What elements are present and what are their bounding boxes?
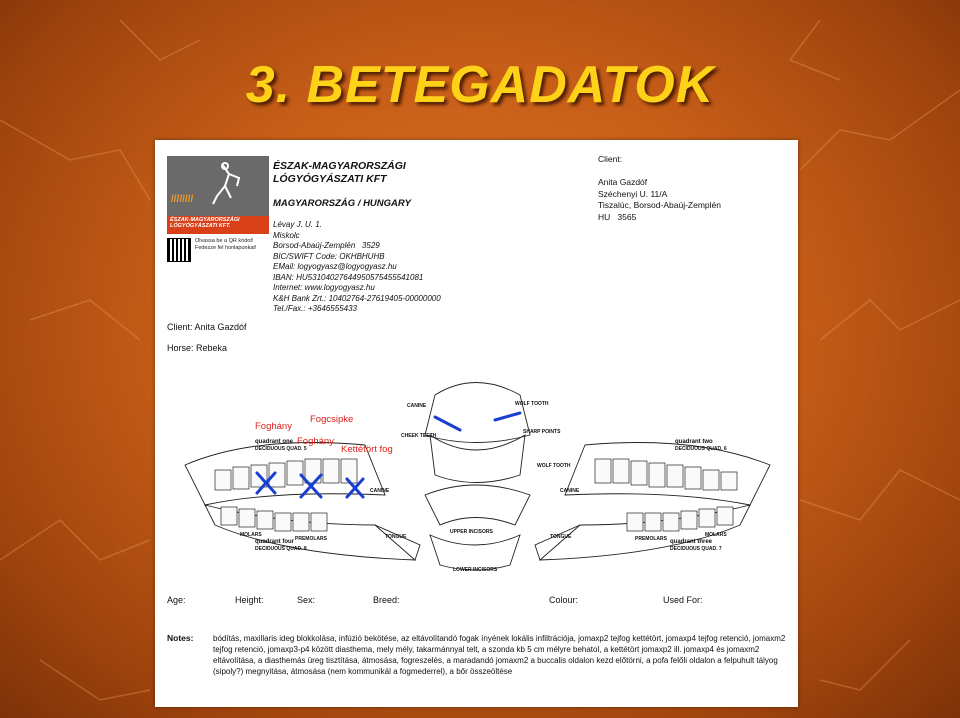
label-lower-incisors: LOWER INCISORS <box>453 567 498 573</box>
company-country: MAGYARORSZÁG / HUNGARY <box>273 198 411 209</box>
field-sex: Sex: <box>297 595 316 605</box>
field-height: Height: <box>235 595 264 605</box>
company-name <box>273 160 533 186</box>
label-quadrant-four: quadrant four <box>255 539 294 545</box>
label-canine: CANINE <box>407 403 427 409</box>
annotation-fogcsipke: Fogcsipke <box>310 414 354 425</box>
label-canine-left: CANINE <box>370 488 390 494</box>
label-cheek-teeth: CHEEK TEETH <box>401 433 437 439</box>
label-wolf-tooth-mid: WOLF TOOTH <box>537 463 571 469</box>
notes-label: Notes: <box>167 633 194 643</box>
label-quadrant-four-sub: DECIDUOUS QUAD. 8 <box>255 546 307 552</box>
patient-record-document <box>155 140 798 707</box>
company-address: Lévay J. U. 1. Miskolc Borsod-Abaúj-Zemplén 3529 BIC/SWIFT Code: OKHBHUHB EMail: logyogyasz@logyogyasz.hu IBAN: HU53104027644950575455541081 Internet: www.logyogyasz.hu K&H Bank Zrt.: 10402764-27619405-00000000 Tel./Fax.: +3646555433 <box>273 220 441 313</box>
label-canine-right: CANINE <box>560 488 580 494</box>
qr-code[interactable] <box>167 238 191 262</box>
label-wolf-tooth-top: WOLF TOOTH <box>515 401 549 407</box>
logo-text: ÉSZAK-MAGYARORSZÁGI LÓGYÓGYÁSZATI KFT. <box>170 217 240 229</box>
label-tongue-right: TONGUE <box>550 534 572 540</box>
label-molars-left: MOLARS <box>240 532 262 538</box>
field-colour: Colour: <box>549 595 579 605</box>
label-quadrant-one-sub: DECIDUOUS QUAD. 5 <box>255 446 307 452</box>
client-line: Client: Anita Gazdóf <box>167 322 247 332</box>
label-quadrant-two-sub: DECIDUOUS QUAD. 6 <box>675 446 727 452</box>
label-tongue-left: TONGUE <box>385 534 407 540</box>
dental-chart-diagram <box>175 375 780 575</box>
label-quadrant-two: quadrant two <box>675 439 713 445</box>
annotation-foghiany-2: Foghány <box>297 436 334 447</box>
field-breed: Breed: <box>373 595 400 605</box>
annotation-foghiany-1: Foghány <box>255 421 292 432</box>
label-sharp-points: SHARP POINTS <box>523 429 561 435</box>
label-premolars-right: PREMOLARS <box>635 536 667 542</box>
label-quadrant-three-sub: DECIDUOUS QUAD. 7 <box>670 546 722 552</box>
horse-info-fields <box>167 595 787 609</box>
company-name-line2: LÓGYÓGYÁSZATI KFT <box>273 173 387 185</box>
label-molars-right: MOLARS <box>705 532 727 538</box>
annotation-kettetort-fog: Kettétört fog <box>341 444 393 455</box>
slide-title: 3. BETEGADATOK <box>245 56 715 114</box>
company-logo <box>167 156 269 234</box>
label-upper-incisors: UPPER INCISORS <box>450 529 493 535</box>
label-premolars-left: PREMOLARS <box>295 536 327 542</box>
qr-caption: Olvassa be a QR kódot! Fedezze fel honlapunkat! <box>195 238 257 251</box>
label-quadrant-three: quadrant three <box>670 539 713 545</box>
label-quadrant-one: quadrant one <box>255 439 294 445</box>
client-address-block: Client: Anita Gazdóf Széchenyi U. 11/A Tiszalúc, Borsod-Abaúj-Zemplén HU 3565 <box>598 154 721 222</box>
notes-text: bódítás, maxillaris ideg blokkolása, infúzió bekötése, az eltávolítandó fogak ínyének lokális infiltrációja, jomaxp2 tejfog kettétört, jomaxp4 tejfog retenció, jomaxm2 tejfog retenció, jomaxp3-p4 között diasthema, mely mély, takarmánnyal telt, a szonda kb 5 cm mélyre behatol, a kettétört jomaxp2 ill. jomaxp4 és jomaxm2 eltávolítása, a diasthemás üreg tisztítása, átmosása, fogreszelés, a maradandó jomaxm2 a buccalis oldalon kezd előtörni, a pofa felőli oldalon a felpuhult tályog (sipoly?) megnyitása, átmosása (nem kommunikál a fogmederrel), a bőr összeöltése <box>213 634 786 676</box>
field-age: Age: <box>167 595 186 605</box>
horse-line: Horse: Rebeka <box>167 343 228 353</box>
horse-logo-icon <box>167 156 269 216</box>
company-name-line1: ÉSZAK-MAGYARORSZÁGI <box>273 160 406 172</box>
field-used-for: Used For: <box>663 595 703 605</box>
svg-text:////////: //////// <box>171 194 194 205</box>
